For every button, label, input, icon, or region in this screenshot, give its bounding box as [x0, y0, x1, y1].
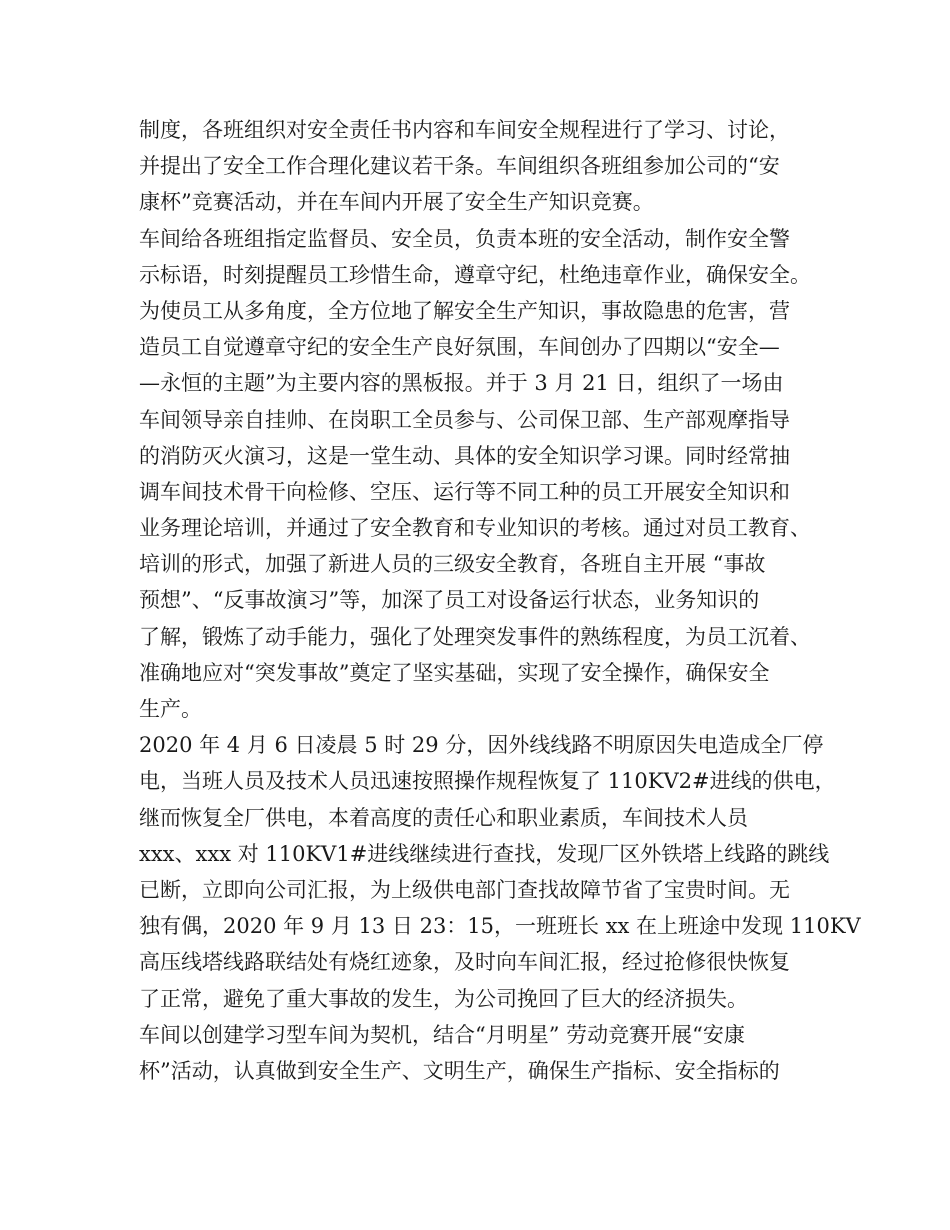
text-line: 培训的形式，加强了新进人员的三级安全教育，各班自主开展 “事故	[139, 552, 766, 577]
text-line: 并提出了安全工作合理化建议若干条。车间组织各班组参加公司的“安	[139, 154, 780, 179]
text-line: 为使员工从多角度，全方位地了解安全生产知识，事故隐患的危害，营	[139, 298, 790, 323]
text-line: 独有偶，2020 年 9 月 13 日 23：15，一班班长 xx 在上班途中发现 110KV	[139, 914, 861, 939]
text-line: 造员工自觉遵章守纪的安全生产良好氛围，车间创办了四期以“安全—	[139, 335, 780, 360]
text-line: —永恒的主题”为主要内容的黑板报。并于 3 月 21 日，组织了一场由	[139, 371, 784, 396]
text-line: 调车间技术骨干向检修、空压、运行等不同工种的员工开展安全知识和	[139, 479, 790, 504]
text-line: 生产。	[139, 697, 202, 721]
text-line: 了正常，避免了重大事故的发生，为公司挽回了巨大的经济损失。	[139, 986, 748, 1011]
text-line: 2020 年 4 月 6 日凌晨 5 时 29 分，因外线线路不明原因失电造成全厂停	[139, 733, 824, 758]
text-line: 继而恢复全厂供电，本着高度的责任心和职业素质，车间技术人员	[139, 805, 748, 830]
text-line: 预想”、“反事故演习”等，加深了员工对设备运行状态，业务知识的	[139, 588, 760, 613]
text-line: 制度，各班组织对安全责任书内容和车间安全规程进行了学习、讨论，	[139, 118, 790, 142]
text-line: 电，当班人员及技术人员迅速按照操作规程恢复了 110KV2#进线的供电，	[139, 769, 836, 794]
text-line: 示标语，时刻提醒员工珍惜生命，遵章守纪，杜绝违章作业，确保安全。	[139, 262, 811, 287]
text-line: 车间领导亲自挂帅、在岗职工全员参与、公司保卫部、生产部观摩指导	[139, 407, 790, 432]
text-line: 了解，锻炼了动手能力，强化了处理突发事件的熟练程度，为员工沉着、	[139, 624, 811, 649]
text-line: 车间以创建学习型车间为契机，结合“月明星” 劳动竞赛开展“安康	[139, 1022, 745, 1047]
text-line: xxx、xxx 对 110KV1#进线继续进行查找，发现厂区外铁塔上线路的跳线	[139, 841, 830, 866]
text-line: 康杯”竞赛活动，并在车间内开展了安全生产知识竞赛。	[139, 190, 654, 215]
text-line: 车间给各班组指定监督员、安全员，负责本班的安全活动，制作安全警	[139, 226, 790, 251]
text-line: 杯”活动，认真做到安全生产、文明生产，确保生产指标、安全指标的	[139, 1058, 780, 1083]
text-line: 的消防灭火演习，这是一堂生动、具体的安全知识学习课。同时经常抽	[139, 443, 790, 468]
document-body	[139, 112, 861, 1089]
text-line: 准确地应对“突发事故”奠定了坚实基础，实现了安全操作，确保安全	[139, 660, 770, 685]
text-line: 业务理论培训，并通过了安全教育和专业知识的考核。通过对员工教育、	[139, 516, 811, 541]
text-line: 高压线塔线路联结处有烧红迹象，及时向车间汇报，经过抢修很快恢复	[139, 950, 790, 975]
text-line: 已断，立即向公司汇报，为上级供电部门查找故障节省了宝贵时间。无	[139, 877, 790, 902]
